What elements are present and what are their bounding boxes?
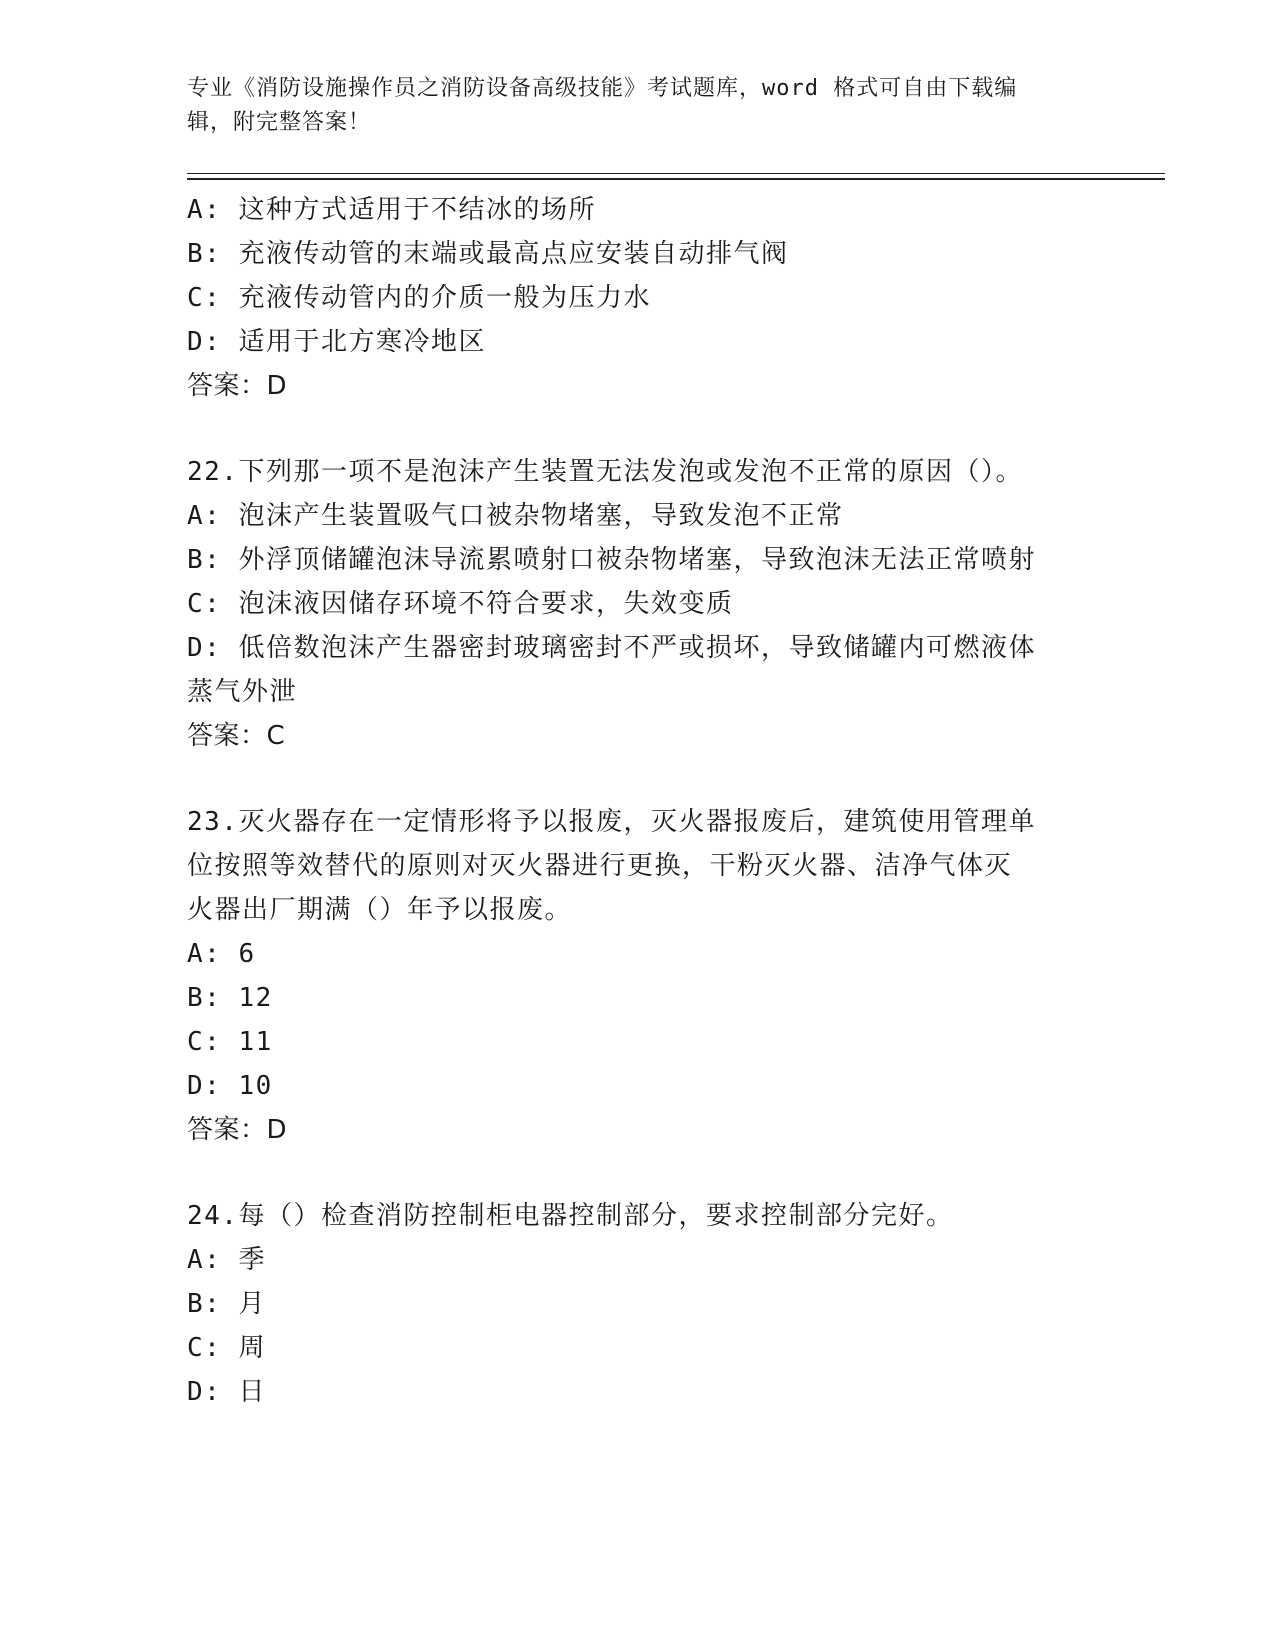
q24-option-c: C: 周 (187, 1333, 266, 1363)
q22-option-d-line-1: D: 低倍数泡沫产生器密封玻璃密封不严或损坏，导致储罐内可燃液体 (187, 633, 1036, 663)
q23-option-b: B: 12 (187, 983, 273, 1013)
q24-option-b: B: 月 (187, 1289, 266, 1319)
q22-stem: 22.下列那一项不是泡沫产生装置无法发泡或发泡不正常的原因（）。 (187, 457, 1023, 487)
document-header (187, 72, 1067, 140)
q23-option-c: C: 11 (187, 1027, 273, 1057)
q23-stem-line-2: 位按照等效替代的原则对灭火器进行更换，干粉灭火器、洁净气体灭 (187, 851, 1013, 881)
q22-option-d-line-2: 蒸气外泄 (187, 677, 298, 707)
header-intro-line-2: 辑，附完整答案！ (187, 110, 372, 135)
q22-option-b: B: 外浮顶储罐泡沫导流累喷射口被杂物堵塞，导致泡沫无法正常喷射 (187, 545, 1036, 575)
q22-option-c: C: 泡沫液因储存环境不符合要求，失效变质 (187, 589, 734, 619)
q22-option-a: A: 泡沫产生装置吸气口被杂物堵塞，导致发泡不正常 (187, 501, 844, 531)
q23-option-d: D: 10 (187, 1071, 273, 1101)
q21-option-c: C: 充液传动管内的介质一般为压力水 (187, 283, 651, 313)
q21-answer: 答案：D (187, 371, 288, 401)
header-rule-thin (187, 173, 1165, 174)
q24-option-d: D: 日 (187, 1377, 266, 1407)
header-rule-thick (187, 178, 1165, 180)
q21-option-d: D: 适用于北方寒冷地区 (187, 327, 486, 357)
q24-stem: 24.每（）检查消防控制柜电器控制部分，要求控制部分完好。 (187, 1201, 954, 1231)
q23-stem-line-3: 火器出厂期满（）年予以报废。 (187, 895, 573, 925)
q23-option-a: A: 6 (187, 939, 256, 969)
q22-answer: 答案：C (187, 721, 286, 751)
q23-answer: 答案：D (187, 1115, 288, 1145)
q21-option-a: A: 这种方式适用于不结冰的场所 (187, 195, 596, 225)
header-intro-line-1: 专业《消防设施操作员之消防设备高级技能》考试题库，word 格式可自由下载编 (187, 76, 1018, 101)
q21-option-b: B: 充液传动管的末端或最高点应安装自动排气阀 (187, 239, 789, 269)
q24-option-a: A: 季 (187, 1245, 266, 1275)
q23-stem-line-1: 23.灭火器存在一定情形将予以报废，灭火器报废后，建筑使用管理单 (187, 807, 1036, 837)
